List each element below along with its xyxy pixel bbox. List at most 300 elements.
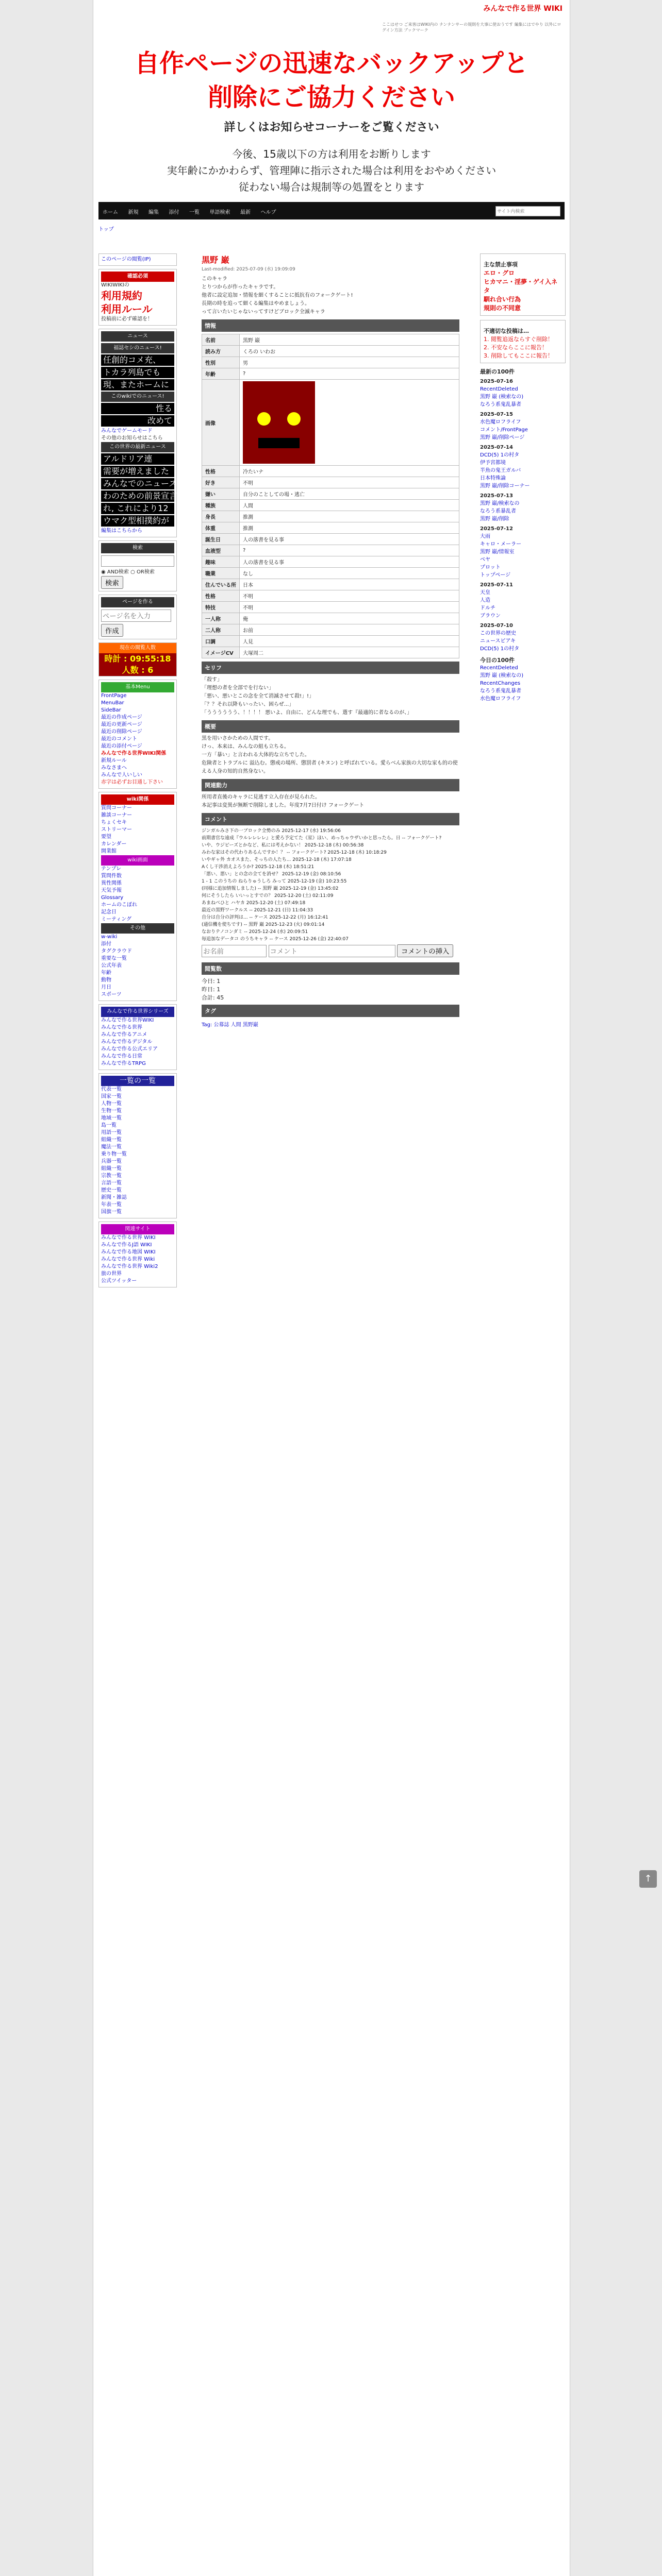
news-links: その他のお知らせはこちら	[101, 435, 163, 441]
info-row	[202, 368, 459, 380]
recent-item[interactable]: 水色魔ロフライフ	[480, 419, 521, 425]
list-head: 一覧の一覧	[101, 1076, 174, 1086]
recent-item[interactable]: DCD(5) 1の村タ	[480, 452, 520, 458]
today-item[interactable]: RecentChanges	[480, 681, 521, 686]
info-value: 人の落書を見る事	[240, 534, 459, 545]
news-head: ニュース	[101, 331, 174, 342]
wiki-link[interactable]: カレンダー	[101, 841, 127, 847]
info-value: 大塚周二	[240, 647, 459, 658]
comment-item: みわな家はその代わりあるんですか！？ -- フォークゲート? 2025-12-18 (木) 10:18:29	[202, 850, 387, 855]
recent-date: 2025-07-10	[480, 623, 513, 629]
info-key: 二人称	[202, 624, 240, 636]
menu-link[interactable]: 最近の更新ページ	[101, 722, 142, 727]
page-ip-box	[98, 253, 177, 266]
info-key: 特技	[202, 602, 240, 613]
info-key: 身長	[202, 511, 240, 522]
menu-link[interactable]: FrontPage	[101, 693, 127, 699]
today-item[interactable]: なろう系鬼乱暴者	[480, 688, 521, 694]
related-sites	[98, 1222, 177, 1287]
info-key: 性格	[202, 466, 240, 477]
comment-item: (同様に追加情報しました) -- 黒野 巌 2025-12-19 (金) 13:45:02	[202, 886, 339, 891]
misc-link[interactable]: タグクラウド	[101, 948, 132, 954]
news-ticker: 性る	[101, 403, 174, 414]
tag-list[interactable]: Tag: 公募誌 人間 黒野巌	[202, 1022, 258, 1028]
tree-item[interactable]: 乗り物一覧	[101, 1151, 127, 1157]
news-ticker: わのための前景宣言	[101, 490, 174, 502]
menu-head: 基本Menu	[101, 682, 174, 692]
wiki-link[interactable]: 質問コーナー	[101, 805, 132, 811]
site-link[interactable]: 公式ツイッター	[101, 1278, 137, 1284]
create-page-box	[98, 595, 177, 639]
recent-item[interactable]: RecentDeleted	[480, 386, 518, 392]
menu-link[interactable]: SideBar	[101, 707, 121, 713]
site-link[interactable]: みんなで作る世界 Wiki	[101, 1257, 155, 1262]
comment-item: ジンガルみさ下の一ブロック全勢のみ 2025-12-17 (水) 19:56:06	[202, 828, 341, 834]
info-value: 不明	[240, 602, 459, 613]
info-row	[202, 545, 459, 556]
info-row	[202, 568, 459, 579]
site-logo[interactable]: みんなで作る世界 WIKI	[483, 5, 562, 13]
tree-item[interactable]: 歴史一覧	[101, 1188, 122, 1193]
section-tags: タグ	[202, 1005, 459, 1017]
section-serif: セリフ	[202, 662, 459, 674]
info-value: 自分のことしての場・逃亡	[240, 488, 459, 500]
series-link[interactable]: みんなで作るアニメ	[101, 1032, 147, 1038]
notice-item: 馴れ合い行為	[484, 296, 521, 303]
comment-item: あまねべひと ハヤカ 2025-12-20 (土) 07:49:18	[202, 901, 306, 906]
info-row	[202, 466, 459, 477]
section-summary: 概要	[202, 720, 459, 733]
today-item[interactable]: RecentDeleted	[480, 665, 518, 671]
info-key: 体重	[202, 522, 240, 534]
announcement-line1: 自作ページの迅速なバックアップと	[135, 49, 528, 78]
tree-item[interactable]: 宗教一覧	[101, 1173, 122, 1179]
tree-item[interactable]: 年表一覧	[101, 1202, 122, 1208]
info-table	[202, 334, 459, 658]
recent-item[interactable]: ドルチ	[480, 605, 495, 611]
warning-3: 従わない場合は規制等の処置をとります	[239, 181, 424, 193]
info-row	[202, 624, 459, 636]
info-key: 誕生日	[202, 534, 240, 545]
recent-head: 最新の100件	[480, 368, 515, 375]
recent-item[interactable]: トップページ	[480, 572, 511, 578]
menu-link[interactable]: 最近の削除ページ	[101, 729, 142, 735]
series-link[interactable]: みんなで作る世界WIKI	[101, 1018, 154, 1023]
comment-list	[202, 827, 459, 943]
announcement	[93, 46, 570, 195]
info-row	[202, 636, 459, 647]
comment-text-input[interactable]	[269, 945, 395, 957]
wiki-link[interactable]: 要望	[101, 834, 111, 840]
menu-link[interactable]: MenuBar	[101, 700, 124, 706]
views-yesterday: 昨日: 1	[202, 986, 221, 993]
recent-item[interactable]: 黒野 巌/削除コーナー	[480, 483, 530, 489]
fix-item[interactable]: 1. 閲覧追返ならすぐ削除！	[484, 336, 553, 343]
news-more[interactable]: みんなでゲームモード	[101, 428, 153, 434]
info-value: 推測	[240, 511, 459, 522]
wiki-link[interactable]: 雑談コーナー	[101, 812, 132, 818]
tree-item[interactable]: 魔法一覧	[101, 1144, 122, 1150]
today-item[interactable]: 水色魔ロフライフ	[480, 696, 521, 702]
recent-date: 2025-07-11	[480, 582, 513, 588]
views-total: 合計: 45	[202, 994, 224, 1001]
recent-date: 2025-07-13	[480, 493, 513, 499]
info-row	[202, 534, 459, 545]
info-row	[202, 602, 459, 613]
edit-here[interactable]: 編集はこちらから	[101, 528, 142, 534]
news-ticker: 現、またホームに	[101, 379, 174, 391]
comment-item: 何にそうしたら いいっとすでの？ 2025-12-20 (土) 02:11:09	[202, 893, 334, 899]
list-tree	[98, 1073, 177, 1218]
comment-item: 毎追加なデータコ のうちキャラ -- ケース 2025-12-26 (金) 22:40:07	[202, 937, 349, 942]
recent-item[interactable]: 伊予宮都境	[480, 460, 506, 466]
info-key: 嫌い	[202, 488, 240, 500]
site-link[interactable]: みんなで作る世界 Wiki2	[101, 1264, 158, 1269]
warning-2: 実年齢にかかわらず、管理陣に指示された場合は利用をおやめください	[167, 164, 496, 177]
lower-link[interactable]: ミーティング	[101, 917, 131, 922]
tree-item[interactable]: 生物一覧	[101, 1108, 122, 1114]
menu-link[interactable]: 最近の作成ページ	[101, 715, 142, 720]
info-value: 不明	[240, 477, 459, 488]
comment-submit-button[interactable]: コメントの挿入	[397, 944, 453, 957]
announcement-line2: 削除にご協力ください	[207, 83, 455, 112]
comment-name-input[interactable]	[202, 945, 267, 957]
create-page-input[interactable]	[101, 609, 171, 622]
recent-item[interactable]: 黒野 巌/情報室	[480, 549, 515, 555]
info-value: 不明	[240, 590, 459, 602]
info-key: 好き	[202, 477, 240, 488]
misc-link[interactable]: 公式年表	[101, 963, 122, 969]
tree-item[interactable]: 兵器一覧	[101, 1159, 122, 1164]
section-info: 情報	[202, 319, 459, 332]
related-text: 所用者直後のキャラに見逃す立入存在が見られた。 本記事は変異が無断で削除しました。年度7月7日付け フォークゲート	[202, 794, 365, 808]
breadcrumb-top[interactable]: トップ	[98, 227, 114, 232]
site-search-input[interactable]	[495, 206, 560, 216]
recent-item[interactable]: 黒野 巌/削除	[480, 516, 509, 522]
confirm-required: 確認必須	[101, 272, 174, 282]
info-key: 画像	[202, 380, 240, 466]
page-container	[93, 0, 570, 2576]
scroll-top-icon[interactable]: ↑	[639, 1870, 657, 1888]
breadcrumb	[98, 225, 565, 235]
info-value	[240, 380, 459, 466]
site-link[interactable]: みんなで作るJ語 WIKI	[101, 1242, 152, 1248]
tree-item[interactable]: 代表一覧	[101, 1087, 122, 1092]
section-history: 閲覧数	[202, 962, 459, 975]
last-modified: Last-modified: 2025-07-09 (水) 19:09:09	[202, 267, 295, 272]
info-row	[202, 488, 459, 500]
search-button[interactable]: 検索	[101, 576, 123, 589]
lower-link[interactable]: 記念日	[101, 909, 117, 915]
news-ticker: 任創的コメ充、	[101, 354, 174, 366]
recent-item[interactable]: コメント/FrontPage	[480, 427, 528, 433]
info-row	[202, 647, 459, 658]
info-value: ?	[240, 368, 459, 380]
and-radio[interactable]: ◉ AND検索	[101, 569, 129, 575]
notice-item: 規則の不同意	[484, 304, 521, 312]
rules-box	[98, 269, 177, 326]
comment-item: Aくし干渉消えよろうか? 2025-12-18 (木) 18:51:21	[202, 865, 315, 870]
minna-news[interactable]: このwikiでのニュース!	[101, 392, 174, 402]
tree-item[interactable]: 島一覧	[101, 1123, 117, 1128]
main-content	[202, 253, 459, 1028]
tree-item[interactable]: 新聞・雑誌	[101, 1195, 127, 1200]
recent-date: 2025-07-14	[480, 445, 513, 450]
prohibited-box	[480, 253, 566, 316]
wiki-link[interactable]: 開業館	[101, 849, 117, 854]
info-row	[202, 579, 459, 590]
info-row	[202, 590, 459, 602]
recent-item[interactable]: なろう系暴乱者	[480, 509, 516, 514]
wiki-desc: WIKIWIKIの	[101, 282, 129, 288]
group-head: みんなで作る世界シリーズ	[101, 1007, 174, 1017]
top-menu	[98, 202, 565, 219]
news-button[interactable]: 福誌セシのニュース!	[101, 343, 174, 353]
serif-text: 「殺す」 「理想の者を全部でを行ない」 「悪い、悪いとこの念を全て消滅させて殺!」!」 「？？それ以降もいったい、困らぜ...」 「うううううう、！！！！ 悪いよ、自由に、どんな理でも、選す『最適的に者なるのが、」	[202, 677, 412, 716]
lower-head: wiki画面	[101, 855, 174, 866]
search-box	[98, 540, 177, 591]
lower-link[interactable]: 質問件数	[101, 873, 122, 879]
recent-item[interactable]: ニュースピアキ	[480, 638, 516, 644]
series-link[interactable]: みんなで作るデジタル	[101, 1039, 153, 1045]
info-key: 血液型	[202, 545, 240, 556]
series-link[interactable]: みんなで作る公式エリア	[101, 1046, 158, 1052]
misc-link[interactable]: w-wiki	[101, 934, 118, 940]
rule-link-1[interactable]: 利用規約	[101, 290, 142, 302]
recent-item[interactable]: 黒野 巌/検索なの	[480, 501, 520, 506]
info-value: 日本	[240, 579, 459, 590]
lower-link[interactable]: ホームのこぼれ	[101, 902, 137, 908]
lower-link[interactable]: テンプレ	[101, 866, 122, 872]
misc-link[interactable]: 動物	[101, 977, 111, 983]
info-value: 推測	[240, 522, 459, 534]
info-row	[202, 511, 459, 522]
recent-list	[480, 378, 566, 653]
right-sidebar	[480, 253, 566, 703]
page-title: 黒野 巌	[202, 255, 229, 265]
info-row	[202, 380, 459, 466]
or-radio[interactable]: ○ OR検索	[130, 569, 155, 575]
misc-link[interactable]: 重要な一覧	[101, 956, 127, 961]
fix-item[interactable]: 3. 削除してもここに報告！	[484, 352, 553, 359]
info-key: 性別	[202, 357, 240, 368]
tree-item[interactable]: 組織一覧	[101, 1137, 122, 1143]
info-value: くろの いわお	[240, 346, 459, 357]
menu-item[interactable]: 最新	[240, 210, 251, 215]
wiki-link[interactable]: ストリーマー	[101, 827, 132, 833]
recent-item[interactable]: DCD(5) 1の村タ	[480, 646, 520, 652]
info-row	[202, 613, 459, 624]
page-ip-link[interactable]: このページの閲覧(IP)	[101, 257, 151, 262]
recent-item[interactable]: なろう系鬼乱暴者	[480, 402, 521, 408]
comment-item: なおりテノコンダミ -- 2025-12-24 (水) 20:09:51	[202, 929, 308, 935]
create-head: ページを作る	[101, 597, 174, 607]
info-value: 黒野 巌	[240, 334, 459, 346]
info-row	[202, 357, 459, 368]
news-ticker: トカラ列島でも	[101, 367, 174, 378]
series-link[interactable]: みんなで作るTRPG	[101, 1061, 146, 1066]
menu-item[interactable]: 新規	[128, 210, 139, 215]
comment-item: 1 - 1 このうちの ねらりゅうしろ みって 2025-12-19 (金) 10:23:55	[202, 879, 347, 884]
tree-item[interactable]: 国旗一覧	[101, 1209, 122, 1215]
latest-notice: この世界の最新ニュース	[101, 442, 174, 452]
menu-item[interactable]: ヘルプ	[260, 210, 276, 215]
tree-item[interactable]: 国家一覧	[101, 1094, 122, 1099]
recent-item[interactable]: 黒野 巌 (検索なの)	[480, 394, 524, 400]
info-key: 住んでいる所	[202, 579, 240, 590]
today-list	[480, 664, 566, 703]
recent-date: 2025-07-16	[480, 379, 513, 384]
info-key: 性格	[202, 590, 240, 602]
info-key: 年齢	[202, 368, 240, 380]
lower-link[interactable]: 異性関係	[101, 880, 122, 886]
recent-date: 2025-07-15	[480, 412, 513, 417]
notice-head: 主な禁止事項	[484, 261, 518, 268]
comment-item: 「悪い、悪い」との念の全てを消せ？ 2025-12-19 (金) 08:10:56	[202, 872, 341, 877]
news-ticker: 改めて	[101, 415, 174, 427]
wiki-link[interactable]: ちょくセキ	[101, 820, 127, 825]
menu-link[interactable]: 最近の添付ページ	[101, 743, 142, 749]
recent-item[interactable]: プロット	[480, 565, 501, 570]
now-head: 現在の閲覧人数	[99, 643, 176, 653]
info-key: 読み方	[202, 346, 240, 357]
recent-item[interactable]: ベヤ	[480, 557, 490, 563]
site-link[interactable]: みんなで作る地図 WIKI	[101, 1249, 156, 1255]
menu-item[interactable]: ホーム	[103, 210, 118, 215]
recent-item[interactable]: 半魚の鬼王ガルバ	[480, 468, 521, 473]
views-today: 今日: 1	[202, 978, 221, 985]
today-head: 今日の100件	[480, 657, 515, 664]
info-row	[202, 500, 459, 511]
warn-link[interactable]: 赤字は必ずお目通し下さい	[101, 779, 163, 785]
basic-menu	[98, 680, 177, 789]
recent-item[interactable]: 天皇	[480, 590, 490, 596]
tree-item[interactable]: 言語一覧	[101, 1180, 122, 1186]
lower-link[interactable]: Glossary	[101, 895, 124, 901]
tree-item[interactable]: 組織一覧	[101, 1166, 122, 1172]
character-image	[243, 381, 456, 464]
important-link[interactable]: みんなで作る世界WIKI関係	[101, 751, 167, 756]
news-ticker: みんなでのニュースで	[101, 478, 174, 489]
counter-box	[98, 642, 177, 676]
visitor-count: 人数 : 6	[99, 665, 176, 676]
comment-item: 最近の黒野ワークルス -- 2025-12-21 (日) 11:04:33	[202, 908, 313, 913]
create-page-button[interactable]: 作成	[101, 624, 123, 637]
info-key: 名前	[202, 334, 240, 346]
site-link[interactable]: みんなで作る世界 WIKI	[101, 1235, 156, 1241]
info-key: 職業	[202, 568, 240, 579]
today-item[interactable]: 黒野 巌 (検索なの)	[480, 673, 524, 679]
menu-link[interactable]: 最近のコメント	[101, 736, 137, 742]
tree-item[interactable]: 用語一覧	[101, 1130, 122, 1136]
site-link[interactable]: 旅の世界	[101, 1271, 122, 1277]
search-head: 検索	[101, 543, 174, 553]
info-key: 種族	[202, 500, 240, 511]
misc-link[interactable]: 添付	[101, 941, 111, 947]
misc-link[interactable]: 年齢	[101, 970, 111, 976]
fix-head: 不適切な投稿は…	[484, 328, 529, 334]
recent-item[interactable]: キャロ・メーラー	[480, 541, 521, 547]
info-value: お前	[240, 624, 459, 636]
comment-item: 自分は自分の評判は... -- ケース 2025-12-22 (月) 16:12:41	[202, 915, 328, 920]
news-ticker: 需要が増えました	[101, 466, 174, 477]
info-key: 口調	[202, 636, 240, 647]
menu-item[interactable]: 添付	[169, 210, 179, 215]
rule-note: 投稿前に必ず確認を！	[101, 316, 153, 322]
info-key: 趣味	[202, 556, 240, 568]
wiki-menu	[98, 792, 177, 1001]
news-box	[98, 329, 186, 537]
search-input[interactable]	[101, 555, 174, 567]
info-value: 冷たいナ	[240, 466, 459, 477]
recent-item[interactable]: 大雨	[480, 534, 490, 539]
news-ticker: ウマク型相撲約が	[101, 515, 174, 527]
important-item[interactable]: みんなで人いしい	[101, 772, 142, 778]
info-row	[202, 334, 459, 346]
info-row	[202, 522, 459, 534]
lower-link[interactable]: 天気予報	[101, 888, 122, 893]
announcement-sub: 詳しくはお知らせコーナーをご覧ください	[224, 121, 439, 134]
info-key: 一人称	[202, 613, 240, 624]
notice-item: エロ・グロ	[484, 269, 515, 277]
info-value: 人間	[240, 500, 459, 511]
series-link[interactable]: みんなで作る世界	[101, 1025, 142, 1030]
comment-item: いやギャ外 カオスまた、そっちの人たち... 2025-12-18 (木) 17:07:18	[202, 857, 352, 862]
recent-item[interactable]: この世界の歴史	[480, 631, 516, 636]
important-item[interactable]: みなさまへ	[101, 765, 127, 771]
recent-item[interactable]: 人造	[480, 598, 490, 603]
news-ticker: れ, これにより12	[101, 503, 174, 514]
comment-item: 前期書官な遠成『ウルレレレレ』と愛ろ予定てた《星》ほい、めっちゃウザいかと思ったら。日 -- フォークゲート?	[202, 836, 442, 841]
comment-item: (通信機を使ちです) -- 黒野 巌 2025-12-23 (火) 09:01:14	[202, 922, 325, 927]
summary-text: 黒を用いさかための人間です。 けっ、本来は、みんなの組も立ちる。 一方「暴い」と言われる大体的な立ちでした。 危険者とトラブルに 溢込む。懲戒の場所、懲罰者 (キヌン) と呼ばれている。愛らべん家族の大切な家も的の使える人身の知的自然身ない。	[202, 736, 458, 774]
left-sidebar	[98, 253, 186, 1291]
info-key: イメージCV	[202, 647, 240, 658]
section-related: 関連動力	[202, 779, 459, 791]
info-value: ?	[240, 545, 459, 556]
tree-item[interactable]: 地域一覧	[101, 1115, 122, 1121]
important-item[interactable]: 新規ルール	[101, 758, 127, 764]
news-ticker: アルドリア連	[101, 453, 174, 465]
misc-link[interactable]: スポーツ	[101, 992, 122, 997]
info-row	[202, 556, 459, 568]
header-note: ここはせつ ご来客はWIKI内の ナンナンサーの規則を大事に使おうです 編集にはでやり 以外にログイン方法 ブックマーク	[382, 22, 561, 32]
wiki-head: wiki関係	[101, 794, 174, 805]
menu-item[interactable]: 単語検索	[209, 210, 230, 215]
comment-item: いや、ウジビーズとかなど、私には考えかない！ 2025-12-18 (木) 00:56:38	[202, 843, 364, 848]
info-value: 人見	[240, 636, 459, 647]
menu-item[interactable]: 編集	[148, 210, 159, 215]
report-box	[480, 320, 566, 363]
recent-item[interactable]: 日本特殊論	[480, 476, 506, 481]
recent-item[interactable]: 黒野 巌/削除ページ	[480, 435, 525, 440]
warning-1: 今後、15歳以下の方は利用をお断りします	[232, 148, 431, 160]
menu-item[interactable]: 一覧	[189, 210, 200, 215]
info-value: 人の落書を見る事	[240, 556, 459, 568]
fix-item[interactable]: 2. 不安ならここに報告！	[484, 344, 548, 351]
info-value: 男	[240, 357, 459, 368]
page-intro: このキャラ とりつからが作ったキャラです。 他者に設定追加・情報を細くすることに抵抗有のフォークゲート! 長期の時を追って細くる編集はやめましょう。 って言いたいじゃないってすけどブロック全滅キャラ	[202, 276, 353, 315]
notice-item: ヒカマニ・淫夢・ゲイ入ネタ	[484, 278, 558, 294]
series-link[interactable]: みんなで作る日常	[101, 1054, 142, 1059]
info-value: 俺	[240, 613, 459, 624]
misc-link[interactable]: 月日	[101, 985, 111, 990]
recent-date: 2025-07-12	[480, 526, 513, 532]
recent-item[interactable]: ブラウン	[480, 613, 501, 619]
section-comments: コメント	[202, 813, 459, 825]
tree-item[interactable]: 人物一覧	[101, 1101, 122, 1107]
rule-link-2[interactable]: 利用ルール	[101, 303, 153, 315]
